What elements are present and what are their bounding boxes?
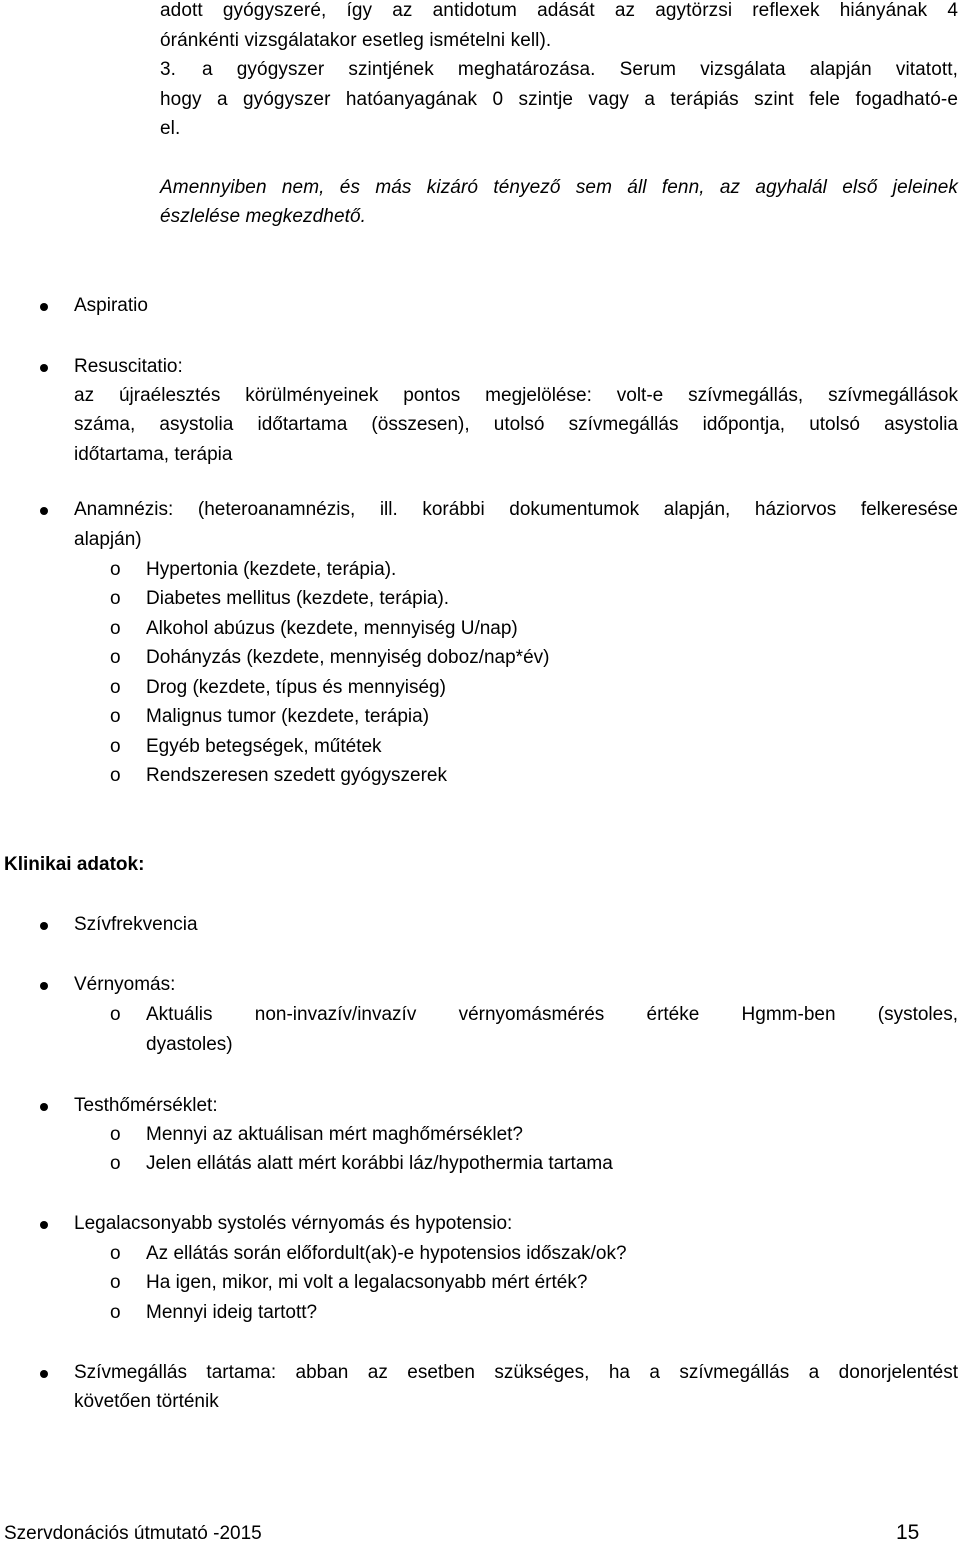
sub-item: Mennyi az aktuálisan mért maghőmérséklet? (146, 1124, 524, 1145)
text-line: a gyógyszer szintjének meghatározása. Serum vizsgálata alapján vitatott, (202, 59, 958, 80)
circle-bullet-icon: o (110, 1243, 121, 1264)
bullet-icon (40, 922, 48, 930)
list-item: Szívfrekvencia (74, 914, 198, 935)
sub-item: Ha igen, mikor, mi volt a legalacsonyabb mért érték? (146, 1272, 588, 1293)
page-number: 15 (896, 1521, 920, 1544)
circle-bullet-icon: o (110, 765, 121, 786)
sub-item: Rendszeresen szedett gyógyszerek (146, 765, 447, 786)
bullet-icon (40, 1370, 48, 1378)
list-item: Legalacsonyabb systolés vérnyomás és hypotensio: (74, 1213, 513, 1234)
list-item: Szívmegállás tartama: abban az esetben szükséges, ha a szívmegállás a donorjelentést (74, 1362, 958, 1383)
circle-bullet-icon: o (110, 706, 121, 727)
list-item: Resuscitatio: (74, 356, 183, 377)
circle-bullet-icon: o (110, 559, 121, 580)
text-line: óránkénti vizsgálatakor esetleg ismételni kell). (160, 30, 552, 51)
footer-title: Szervdonációs útmutató -2015 (4, 1523, 262, 1544)
circle-bullet-icon: o (110, 588, 121, 609)
list-number: 3. (160, 59, 177, 80)
list-item: Testhőmérséklet: (74, 1095, 218, 1116)
sub-item: Drog (kezdete, típus és mennyiség) (146, 677, 446, 698)
circle-bullet-icon: o (110, 736, 121, 757)
sub-item: Hypertonia (kezdete, terápia). (146, 559, 397, 580)
bullet-icon (40, 1103, 48, 1111)
italic-note: észlelése megkezdhető. (160, 206, 367, 227)
sub-item: Jelen ellátás alatt mért korábbi láz/hypothermia tartama (146, 1153, 613, 1174)
sub-item: Dohányzás (kezdete, mennyiség doboz/nap*év) (146, 647, 550, 668)
list-item: Vérnyomás: (74, 974, 176, 995)
sub-item: Egyéb betegségek, műtétek (146, 736, 382, 757)
circle-bullet-icon: o (110, 647, 121, 668)
sub-item: Aktuális non-invazív/invazív vérnyomásmérés értéke Hgmm-ben (systoles, (146, 1004, 958, 1025)
bullet-icon (40, 507, 48, 515)
text-line: időtartama, terápia (74, 444, 233, 465)
text-line: el. (160, 118, 181, 139)
text-line: követően történik (74, 1391, 219, 1412)
text-line: alapján) (74, 529, 142, 550)
sub-item: Alkohol abúzus (kezdete, mennyiség U/nap) (146, 618, 518, 639)
bullet-icon (40, 364, 48, 372)
bullet-icon (40, 982, 48, 990)
circle-bullet-icon: o (110, 677, 121, 698)
section-heading: Klinikai adatok: (4, 854, 145, 875)
sub-item: Mennyi ideig tartott? (146, 1302, 318, 1323)
sub-item: Az ellátás során előfordult(ak)-e hypotensios időszak/ok? (146, 1243, 627, 1264)
circle-bullet-icon: o (110, 1153, 121, 1174)
circle-bullet-icon: o (110, 1272, 121, 1293)
sub-item: Malignus tumor (kezdete, terápia) (146, 706, 430, 727)
circle-bullet-icon: o (110, 618, 121, 639)
text-line: száma, asystolia időtartama (összesen), utolsó szívmegállás időpontja, utolsó asystolia (74, 414, 958, 435)
bullet-icon (40, 1221, 48, 1229)
text-line: adott gyógyszeré, így az antidotum adását az agytörzsi reflexek hiányának 4 (160, 0, 958, 21)
sub-item: Diabetes mellitus (kezdete, terápia). (146, 588, 450, 609)
list-item: Anamnézis: (heteroanamnézis, ill. korábbi dokumentumok alapján, háziorvos felkeresése (74, 499, 958, 520)
bullet-icon (40, 303, 48, 311)
text-line: dyastoles) (146, 1034, 233, 1055)
circle-bullet-icon: o (110, 1302, 121, 1323)
text-line: hogy a gyógyszer hatóanyagának 0 szintje vagy a terápiás szint fele fogadható-e (160, 89, 958, 110)
list-item: Aspiratio (74, 295, 148, 316)
circle-bullet-icon: o (110, 1124, 121, 1145)
circle-bullet-icon: o (110, 1004, 121, 1025)
text-line: az újraélesztés körülményeinek pontos megjelölése: volt-e szívmegállás, szívmegállások (74, 385, 958, 406)
italic-note: Amennyiben nem, és más kizáró tényező sem áll fenn, az agyhalál első jeleinek (160, 177, 958, 198)
